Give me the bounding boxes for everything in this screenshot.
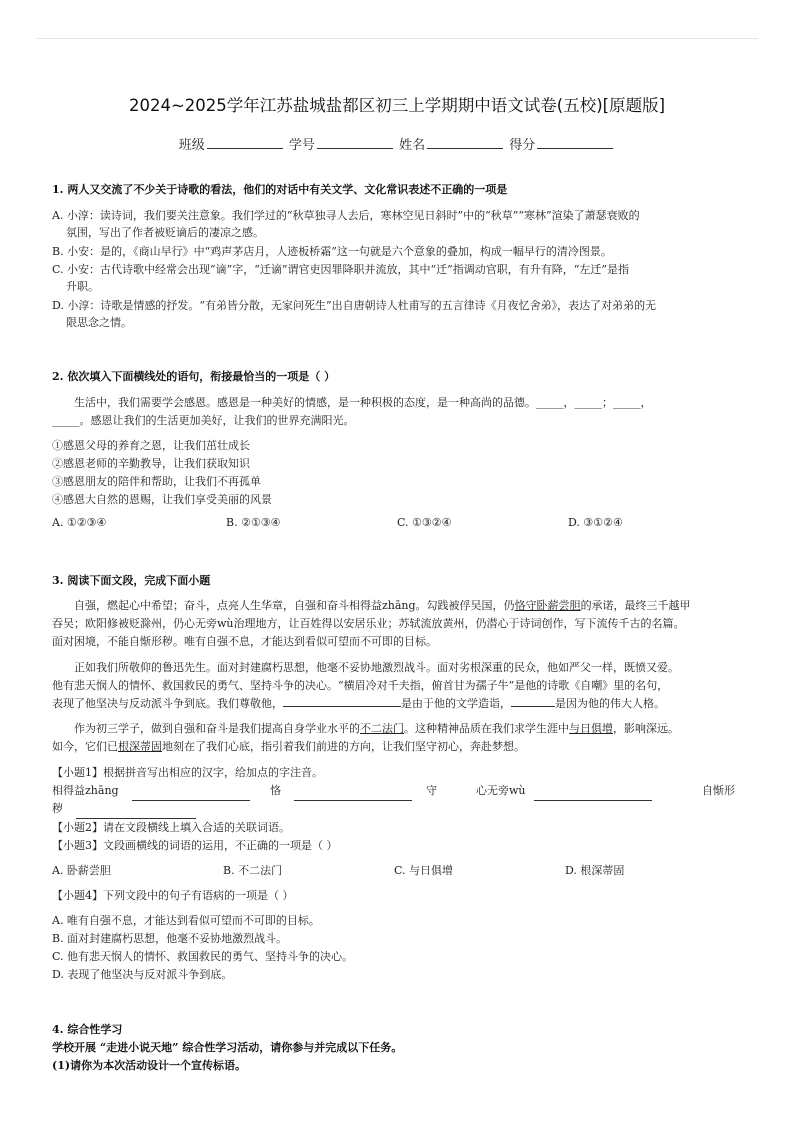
sub1-answer-zhang[interactable]	[132, 790, 250, 801]
q3-p2-line2: 他有悲天悯人的情怀、救国救民的勇气、坚持斗争的决心。“横眉冷对千夫指，俯首甘为孺子牛”是他的诗歌《自嘲》里的名句，	[52, 679, 669, 692]
q1-option-d: D. 小淳：诗歌是情感的抒发。“有弟皆分散，无家问死生”出自唐朝诗人杜甫写的五言律诗《月夜忆舍弟》，表达了对弟弟的无	[52, 299, 657, 312]
q3-sub4-option-d[interactable]: D. 表现了他坚决与反对派斗争到底。	[52, 968, 233, 981]
q3-p3-underlined-1: 不二法门	[360, 722, 404, 735]
sub1-answer-hui[interactable]	[76, 808, 196, 819]
q3-p3-underlined-3: 根深蒂固	[118, 740, 162, 753]
q3-sub3-prompt: 【小题3】文段画横线的词语的运用，不正确的一项是（ ）	[52, 839, 338, 852]
q2-heading: 2. 依次填入下面横线处的语句，衔接最恰当的一项是（ ）	[52, 370, 336, 383]
sub1-label-wu: 心无旁wù	[476, 784, 526, 797]
q3-heading: 3. 阅读下面文段，完成下面小题	[52, 574, 211, 587]
q1-option-b: B. 小安：是的，《商山早行》中“鸡声茅店月，人迹板桥霜”这一句就是六个意象的叠加，构成一幅早行的清冷图景。	[52, 245, 612, 258]
q3-blank-2[interactable]	[511, 696, 555, 707]
id-label: 学号	[288, 138, 315, 153]
q3-p1-text-b: 的承诺，最终三千越甲	[580, 599, 691, 612]
q1-option-a-cont: 氛围，写出了作者被贬谪后的凄凉之感。	[66, 226, 264, 239]
q3-p3-text-e: 地刻在了我们心底，指引着我们前进的方向，让我们坚守初心，奔赴梦想。	[162, 740, 525, 753]
sub1-label-shou: 守	[426, 784, 437, 797]
q2-option-c[interactable]: C. ①③②④	[397, 516, 452, 529]
student-info-row	[0, 134, 794, 153]
q3-p3-text-b: 。这种精神品质在我们求学生涯中	[404, 722, 569, 735]
q3-sub4-option-b[interactable]: B. 面对封建腐朽思想，他毫不妥协地激烈战斗。	[52, 932, 288, 945]
q3-blank-1[interactable]	[283, 696, 401, 707]
name-blank[interactable]	[427, 136, 503, 149]
q3-p3-text-c: ，影响深远。	[613, 722, 679, 735]
sub1-label-hui: 秽	[52, 802, 63, 815]
q3-sub3-option-d[interactable]: D. 根深蒂固	[565, 864, 625, 877]
name-label: 姓名	[399, 138, 426, 153]
q3-p3-underlined-2: 与日俱增	[569, 722, 613, 735]
q2-sentence-2: ②感恩老师的辛勤教导，让我们获取知识	[52, 457, 250, 470]
sub1-answer-ke[interactable]	[294, 790, 412, 801]
q3-p3-text-d: 如今，它们已	[52, 740, 118, 753]
q3-sub4-prompt: 【小题4】下列文段中的句子有语病的一项是（ ）	[52, 889, 294, 902]
q3-sub3-option-b[interactable]: B. 不二法门	[223, 864, 283, 877]
class-label: 班级	[178, 138, 205, 153]
q3-p2-text-c: 是因为他的伟大人格。	[555, 697, 665, 710]
page-title: 2024~2025学年江苏盐城盐都区初三上学期期中语文试卷(五校)[原题版]	[128, 96, 666, 115]
q1-option-c: C. 小安：古代诗歌中经常会出现“谪”字，“迁谪”谓官吏因罪降职并流放，其中“迁”指调动官职，有升有降，“左迁”是指	[52, 263, 630, 276]
score-label: 得分	[509, 138, 536, 153]
q3-sub4-option-c[interactable]: C. 他有悲天悯人的情怀、救国救民的勇气、坚持斗争的决心。	[52, 950, 354, 963]
q3-p3-line1	[74, 720, 679, 736]
q2-sentence-1: ①感恩父母的养育之恩，让我们茁壮成长	[52, 439, 250, 452]
q3-p3-text-a: 作为初三学子，做到自强和奋斗是我们提高自身学业水平的	[74, 722, 360, 735]
score-blank[interactable]	[537, 136, 613, 149]
q3-sub1-item-zhang	[52, 782, 119, 798]
q2-option-a[interactable]: A. ①②③④	[52, 516, 107, 529]
q4-heading: 4. 综合性学习	[52, 1023, 123, 1036]
q2-sentence-3: ③感恩朋友的陪伴和帮助，让我们不再孤单	[52, 475, 261, 488]
q1-heading: 1. 两人又交流了不少关于诗歌的看法，他们的对话中有关文学、文化常识表述不正确的一项是	[52, 183, 508, 196]
q3-sub3-option-a[interactable]: A. 卧薪尝胆	[52, 864, 111, 877]
q3-p2-text-b: 是由于他的文学造诣，	[401, 697, 511, 710]
q3-p2-text-a: 表现了他坚决与反动派斗争到底。我们尊敬他，	[52, 697, 283, 710]
q2-passage-line2: _____。感恩让我们的生活更加美好，让我们的世界充满阳光。	[52, 414, 355, 427]
q2-option-b[interactable]: B. ②①③④	[226, 516, 281, 529]
sub1-label-zhang: 相得益zhāng	[52, 784, 119, 797]
q3-sub3-option-c[interactable]: C. 与日俱增	[394, 864, 454, 877]
q1-option-c-cont: 升职。	[66, 280, 99, 293]
sub1-label-ke: 恪	[270, 784, 281, 797]
class-blank[interactable]	[207, 136, 283, 149]
sub1-label-cankui: 自惭形	[702, 784, 735, 797]
q3-p2-line3	[52, 695, 665, 711]
sub1-answer-wu[interactable]	[534, 790, 652, 801]
q3-p1-line3: 面对困境，不能自惭形秽。唯有自强不息，才能达到看似可望而不可即的目标。	[52, 635, 437, 648]
q2-sentence-4: ④感恩大自然的恩赐，让我们享受美丽的风景	[52, 493, 272, 506]
q2-passage-line1: 生活中，我们需要学会感恩。感恩是一种美好的情感，是一种积极的态度，是一种高尚的品德。_____，_____；_____，	[74, 396, 652, 409]
q3-p1-line1	[74, 597, 691, 613]
q4-task-1: (1)请你为本次活动设计一个宣传标语。	[52, 1059, 247, 1072]
q3-p1-line2: 吞吴；欧阳修被贬滁州，仍心无旁wù治理地方，让百姓得以安居乐业；苏轼流放黄州，仍潜心于诗词创作，写下流传千古的名篇。	[52, 617, 685, 630]
id-blank[interactable]	[317, 136, 393, 149]
q3-p3-line2	[52, 738, 525, 754]
q3-p2-line1: 正如我们所敬仰的鲁迅先生。面对封建腐朽思想，他毫不妥协地激烈战斗。面对劣根深重的民众，他如严父一样，既愤又爱。	[74, 661, 679, 674]
q4-intro: 学校开展 “走进小说天地” 综合性学习活动，请你参与并完成以下任务。	[52, 1041, 403, 1054]
q3-sub4-option-a[interactable]: A. 唯有自强不息，才能达到看似可望而不可即的目标。	[52, 914, 320, 927]
q1-option-a: A. 小淳：读诗词，我们要关注意象。我们学过的“秋草独寻人去后，寒林空见日斜时”中的“秋草”“寒林”渲染了萧瑟衰败的	[52, 209, 640, 222]
q1-option-d-cont: 限思念之情。	[66, 316, 132, 329]
q3-sub2-prompt: 【小题2】请在文段横线上填入合适的关联词语。	[52, 821, 290, 834]
top-rule	[36, 38, 758, 39]
q3-p1-text-a: 自强，燃起心中希望；奋斗，点亮人生华章，自强和奋斗相得益zhāng。勾践被俘吴国，仍	[74, 599, 515, 612]
q3-sub1-prompt: 【小题1】根据拼音写出相应的汉字，给加点的字注音。	[52, 766, 323, 779]
q3-p1-underlined: 恪守卧薪尝胆	[514, 599, 581, 612]
q2-option-d[interactable]: D. ③①②④	[568, 516, 623, 529]
